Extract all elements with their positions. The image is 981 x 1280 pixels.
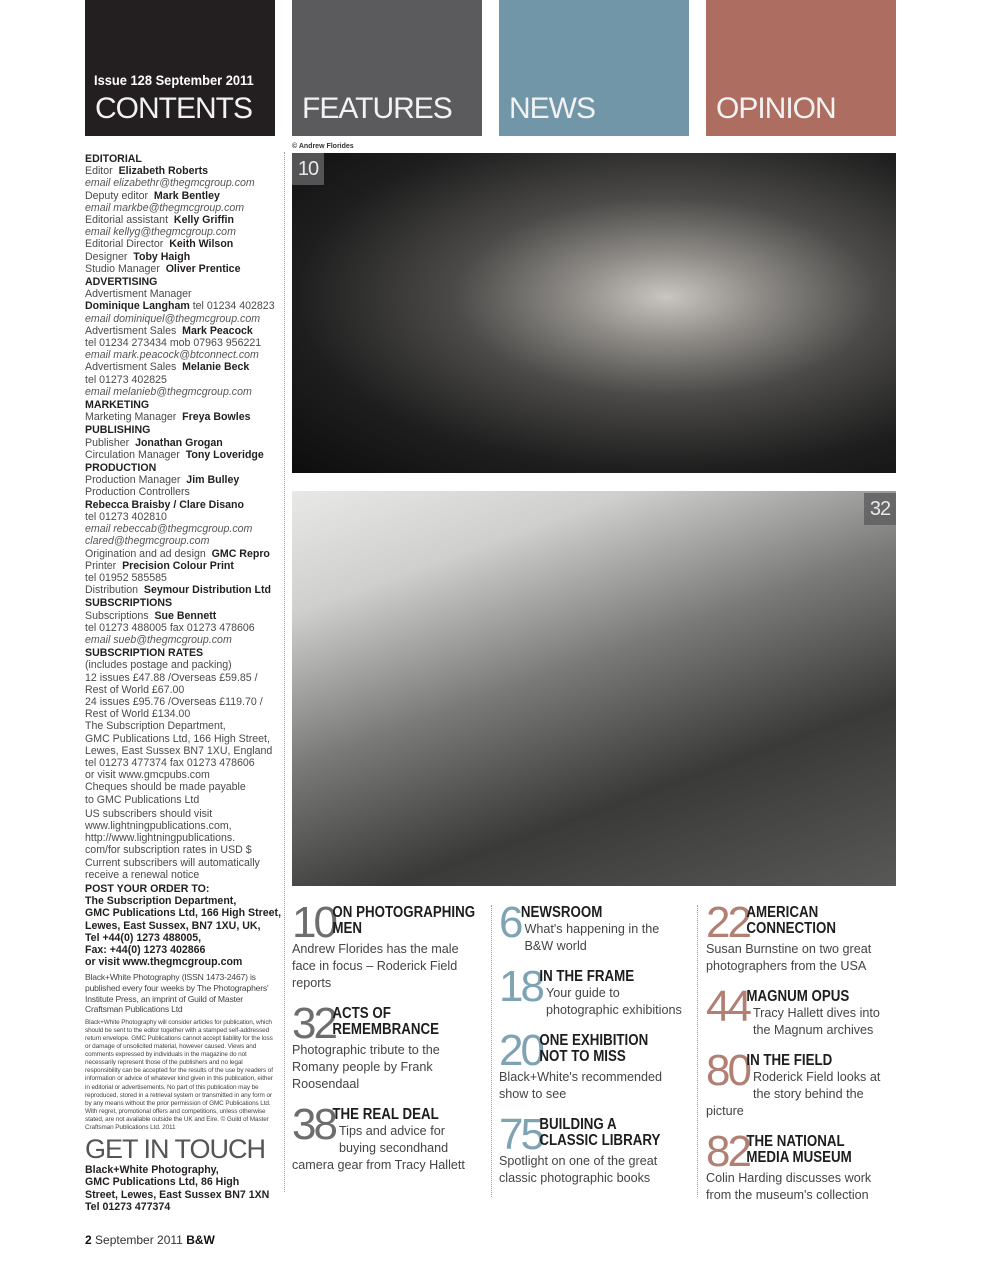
contents-entry[interactable]	[499, 1026, 691, 1103]
website-link[interactable]: or visit www.gmcpubs.com	[85, 769, 210, 782]
phone: tel 01273 402825	[85, 373, 167, 386]
name: Kelly Griffin	[173, 214, 234, 227]
contents-entry[interactable]	[499, 898, 691, 955]
entry-title: IN THE FIELD	[746, 1052, 833, 1069]
page-number: 38	[292, 1100, 335, 1149]
entry-description: What's happening in the B&W world	[524, 922, 660, 953]
get-in-touch-heading: GET IN TOUCH	[85, 1134, 266, 1165]
staff-row	[85, 238, 277, 250]
rates-line: (includes postage and packing)	[85, 659, 232, 672]
page-footer	[85, 1233, 215, 1247]
tab-features-label: FEATURES	[302, 92, 452, 125]
entry-title: CLASSIC LIBRARY	[539, 1132, 661, 1149]
staff-row	[85, 325, 277, 337]
tab-opinion-label: OPINION	[716, 92, 836, 125]
staff-row	[85, 165, 277, 177]
entry-description: Susan Burnstine on two great photographers from the USA	[706, 942, 872, 973]
email[interactable]: email dominiquel@thegmcgroup.com	[85, 312, 261, 325]
tab-features[interactable]	[292, 0, 482, 136]
role: Marketing Manager	[85, 411, 177, 424]
email[interactable]: email melanieb@thegmcgroup.com	[85, 385, 252, 398]
entry-description: Your guide to photographic exhibitions	[545, 986, 682, 1017]
entry-title: THE NATIONAL	[746, 1133, 845, 1150]
folio-number: 2	[85, 1233, 92, 1247]
page-number: 18	[499, 962, 542, 1011]
staff-row	[85, 548, 277, 560]
staff-row	[85, 449, 277, 461]
website-link[interactable]: or visit www.thegmcgroup.com	[85, 956, 243, 969]
issue-label: Issue 128 September 2011	[94, 72, 254, 88]
us-link[interactable]: http://www.lightningpublications.	[85, 832, 236, 845]
staff-row	[85, 610, 277, 622]
page-number: 44	[706, 982, 749, 1031]
tab-opinion[interactable]	[706, 0, 896, 136]
column-divider	[697, 905, 698, 1197]
tab-news[interactable]	[499, 0, 689, 136]
entry-title: ACTS OF	[332, 1005, 391, 1022]
role: Production Controllers	[85, 486, 190, 499]
entry-description: Roderick Field looks at the story behind the picture	[706, 1070, 881, 1118]
phone: tel 01234 402823	[189, 300, 275, 313]
name: Sue Bennett	[154, 609, 217, 622]
name: Mark Peacock	[182, 324, 253, 337]
role: Deputy editor	[85, 189, 149, 202]
rates-line: to GMC Publications Ltd	[85, 793, 200, 806]
entry-title: AMERICAN	[746, 904, 819, 921]
post-order-line: The Subscription Department,	[85, 895, 237, 908]
staff-row	[85, 190, 277, 202]
entry-description: Black+White's recommended show to see	[499, 1070, 663, 1101]
role: Publisher	[85, 436, 130, 449]
portrait-photo[interactable]	[292, 153, 896, 473]
email[interactable]: email rebeccab@thegmcgroup.com	[85, 523, 253, 536]
entry-title: THE REAL DEAL	[332, 1106, 439, 1123]
rates-line: Rest of World £67.00	[85, 683, 185, 696]
rates-line: 24 issues £95.76 /Overseas £119.70 /	[85, 695, 263, 708]
role: Origination and ad design	[85, 547, 206, 560]
rates-line: Lewes, East Sussex BN7 1XU, England	[85, 744, 273, 757]
entry-title: MEN	[332, 920, 363, 937]
page-number: 32	[292, 999, 335, 1048]
publishing-heading: PUBLISHING	[85, 424, 151, 437]
name: Keith Wilson	[169, 238, 234, 251]
role: Distribution	[85, 584, 138, 597]
phone: tel 01273 402810	[85, 510, 167, 523]
staff-row	[85, 560, 277, 572]
entry-title: ONE EXHIBITION	[539, 1032, 649, 1049]
page-number: 82	[706, 1127, 749, 1176]
name: Mark Bentley	[153, 189, 220, 202]
name: Tony Loveridge	[185, 448, 264, 461]
entry-title: BUILDING A	[539, 1116, 617, 1133]
page-number: 22	[706, 898, 749, 947]
rates-line: Cheques should be made payable	[85, 781, 246, 794]
rates-heading: SUBSCRIPTION RATES	[85, 647, 204, 660]
role: Advertisment Sales	[85, 361, 177, 374]
issn-text: Black+White Photography (ISSN 1473-2467) is published every four weeks by The Photographers' Institute Press, an imprint of Guild of Master Craftsman Publications Ltd	[85, 972, 269, 1015]
page-number: 10	[292, 898, 335, 947]
staff-row	[85, 411, 277, 423]
email-row[interactable]	[85, 202, 277, 214]
staff-row	[85, 214, 277, 226]
production-heading: PRODUCTION	[85, 462, 157, 475]
contents-entry[interactable]	[499, 1110, 691, 1187]
tab-contents[interactable]	[85, 0, 275, 136]
role: Editor	[85, 165, 113, 178]
rates-line: Rest of World £134.00	[85, 708, 191, 721]
name: Elizabeth Roberts	[118, 165, 209, 178]
page-badge: 10	[292, 153, 324, 185]
phone: Tel 01273 477374	[85, 1200, 171, 1213]
page-number: 6	[499, 898, 521, 947]
us-line: receive a renewal notice	[85, 868, 200, 881]
name: Rebecca Braisby / Clare Disano	[85, 498, 244, 511]
photo-credit: © Andrew Florides	[292, 143, 354, 150]
address-line: GMC Publications Ltd, 86 High	[85, 1176, 240, 1189]
staff-row	[85, 437, 277, 449]
features-list	[292, 898, 484, 1188]
rates-line: 12 issues £47.88 /Overseas £59.85 /	[85, 671, 258, 684]
contact-address	[85, 1164, 277, 1213]
column-divider	[284, 152, 285, 1192]
email[interactable]: email kellyg@thegmcgroup.com	[85, 226, 236, 239]
phone: tel 01234 273434 mob 07963 956221	[85, 337, 262, 350]
entry-description: Tips and advice for buying secondhand camera gear from Tracy Hallett	[292, 1124, 465, 1172]
tab-news-label: NEWS	[509, 92, 595, 125]
contents-entry[interactable]	[706, 982, 898, 1039]
name: Oliver Prentice	[165, 262, 241, 275]
entry-title: REMEMBRANCE	[332, 1021, 440, 1038]
marketing-heading: MARKETING	[85, 399, 150, 412]
email[interactable]: email elizabethr@thegmcgroup.com	[85, 177, 255, 190]
email-row[interactable]	[85, 177, 277, 189]
entry-description: Photographic tribute to the Romany people by Frank Roosendaal	[292, 1043, 440, 1091]
folio-brand: B&W	[186, 1233, 215, 1247]
staff-row	[85, 474, 277, 486]
entry-title: CONNECTION	[746, 920, 836, 937]
page-number: 80	[706, 1046, 749, 1095]
entry-description: Spotlight on one of the great classic photographic books	[499, 1154, 658, 1185]
page-number: 75	[499, 1110, 542, 1159]
romany-musicians-photo[interactable]	[292, 491, 896, 886]
entry-description: Andrew Florides has the male face in focus – Roderick Field reports	[292, 942, 459, 990]
staff-row	[85, 361, 277, 373]
role: Designer	[85, 250, 128, 263]
rates-line: GMC Publications Ltd, 166 High Street,	[85, 732, 270, 745]
masthead-sidebar	[85, 152, 282, 1213]
contents-entry[interactable]	[706, 1127, 898, 1204]
role: Circulation Manager	[85, 448, 180, 461]
entry-description: Tracy Hallett dives into the Magnum archives	[752, 1006, 880, 1037]
post-order-block	[85, 882, 282, 969]
post-order-line: Fax: +44(0) 1273 402866	[85, 944, 206, 956]
role: Printer	[85, 559, 117, 572]
post-order-line: GMC Publications Ltd, 166 High Street,	[85, 907, 282, 920]
tab-contents-label: CONTENTS	[95, 92, 252, 125]
rates-line: tel 01273 477374 fax 01273 478606	[85, 756, 255, 769]
role: Editorial assistant	[85, 214, 169, 227]
role: Production Manager	[85, 474, 181, 487]
name: Seymour Distribution Ltd	[143, 584, 272, 597]
column-divider	[491, 905, 492, 1197]
advertising-heading: ADVERTISING	[85, 276, 158, 289]
name: Melanie Beck	[182, 361, 250, 374]
staff-row	[85, 584, 277, 596]
us-line: Current subscribers will automatically	[85, 856, 260, 869]
contents-entry[interactable]	[706, 1046, 898, 1120]
email[interactable]: email mark.peacock@btconnect.com	[85, 349, 259, 362]
entry-title: NOT TO MISS	[539, 1048, 626, 1065]
contents-entry[interactable]	[706, 898, 898, 975]
news-list	[499, 898, 691, 1201]
staff-row	[85, 251, 277, 263]
email[interactable]: email sueb@thegmcgroup.com	[85, 633, 232, 646]
staff-row	[85, 300, 277, 312]
contents-entry[interactable]	[292, 1100, 484, 1174]
post-order-line: Tel +44(0) 1273 488005,	[85, 931, 202, 944]
phone: tel 01273 488005 fax 01273 478606	[85, 621, 255, 634]
editorial-heading: EDITORIAL	[85, 153, 142, 165]
page-number: 20	[499, 1026, 542, 1075]
name: Dominique Langham	[85, 300, 190, 313]
opinion-list	[706, 898, 898, 1218]
rates-line: The Subscription Department,	[85, 720, 226, 733]
name: Precision Colour Print	[122, 559, 234, 572]
post-order-heading: POST YOUR ORDER TO:	[85, 882, 210, 895]
entry-description: Colin Harding discusses work from the museum's collection	[706, 1171, 872, 1202]
entry-title: ON PHOTOGRAPHING	[332, 904, 476, 921]
role: Studio Manager	[85, 262, 160, 275]
entry-title: NEWSROOM	[520, 904, 603, 921]
email[interactable]: clared@thegmcgroup.com	[85, 535, 210, 548]
address-line: Street, Lewes, East Sussex BN7 1XN	[85, 1188, 270, 1201]
subscriptions-heading: SUBSCRIPTIONS	[85, 597, 173, 610]
role: Subscriptions	[85, 609, 149, 622]
name: Toby Haigh	[133, 250, 191, 263]
legal-text: Black+White Photography will consider articles for publication, which should be sent to the editor together with a stamped self-addressed return envelope. GMC Publications cannot accept liability for the loss or damage of unsolicited material, however caused. Views and comments expressed by individuals in the magazine do not necessarily represent those of the publishers and no legal responsibility can be accepted for the results of the use by readers of information or advice of whatever kind given in this publication, either in editorial or advertisements. No part of this publication may be reproduced, stored in a retrieval system or transmitted in any form or by any means without the prior permission of GMC Publications Ltd. With regret, promotional offers and competitions, unless otherwise stated, are not available outside the UK and Eire. © Guild of Master Craftsman Publications Ltd. 2011	[85, 1018, 273, 1131]
folio-date: September 2011	[91, 1233, 187, 1247]
contents-entry[interactable]	[499, 962, 691, 1019]
contents-entry[interactable]	[292, 898, 484, 992]
role: Advertisment Sales	[85, 324, 177, 337]
name: Freya Bowles	[182, 411, 251, 424]
page-badge: 32	[864, 493, 896, 525]
role: Advertisment Manager	[85, 288, 192, 301]
us-link[interactable]: www.lightningpublications.com,	[85, 819, 232, 832]
entry-title: IN THE FRAME	[539, 968, 635, 985]
address-line: Black+White Photography,	[85, 1164, 219, 1177]
staff-row	[85, 263, 277, 275]
us-line: com/for subscription rates in USD $	[85, 844, 252, 857]
entry-title: MEDIA MUSEUM	[746, 1149, 852, 1166]
us-line: US subscribers should visit	[85, 807, 213, 820]
email[interactable]: email markbe@thegmcgroup.com	[85, 201, 245, 214]
entry-title: MAGNUM OPUS	[746, 988, 850, 1005]
name: Jonathan Grogan	[135, 436, 223, 449]
role: Editorial Director	[85, 238, 164, 251]
post-order-line: Lewes, East Sussex, BN7 1XU, UK,	[85, 919, 261, 932]
contents-entry[interactable]	[292, 999, 484, 1093]
name: GMC Repro	[211, 547, 270, 560]
phone: tel 01952 585585	[85, 571, 167, 584]
name: Jim Bulley	[186, 474, 240, 487]
email-row[interactable]	[85, 226, 277, 238]
